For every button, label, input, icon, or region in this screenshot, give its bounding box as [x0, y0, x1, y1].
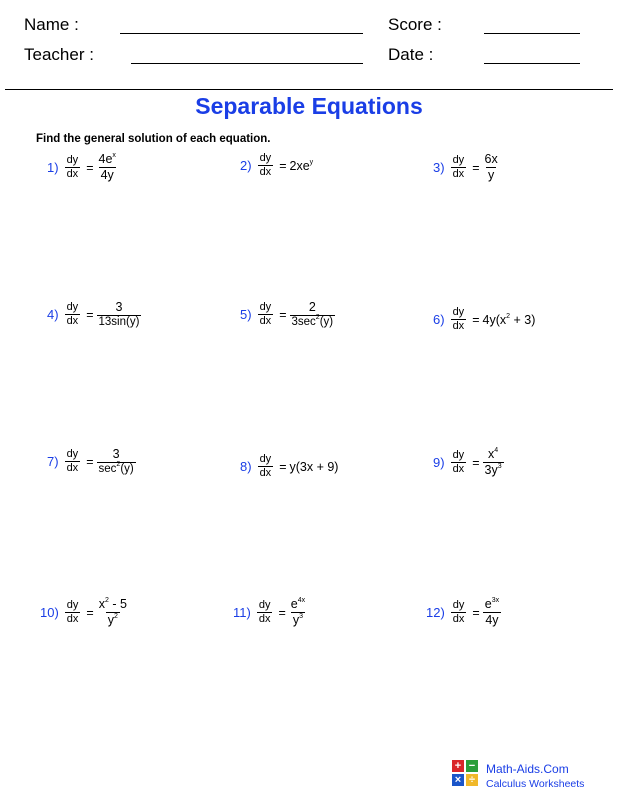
derivative: $\frac{dy}{dx}$ [259, 301, 272, 328]
minus-icon: − [466, 760, 478, 772]
date-label: Date : [388, 45, 434, 64]
problem-10: 10) $\frac{dy}{dx}$ = $\frac{x^2 - 5}{y^2}$ [40, 597, 127, 627]
problem-11: 11) $\frac{dy}{dx}$ = $\frac{e^{4x}}{y^3}$ [233, 597, 306, 627]
derivative: $\frac{dy}{dx}$ [258, 598, 271, 625]
brand-subtitle: Calculus Worksheets [486, 778, 585, 790]
rhs: $\frac{x^4}{3y^3}$ [484, 447, 502, 477]
rhs: $\frac{4e^x}{4y}$ [98, 152, 116, 182]
derivative: $\frac{dy}{dx}$ [452, 153, 465, 180]
times-icon: × [452, 774, 464, 786]
teacher-label: Teacher : [24, 45, 94, 64]
rhs: $\frac{e^{4x}}{y^3}$ [290, 597, 306, 627]
derivative: $\frac{dy}{dx}$ [66, 153, 79, 180]
divide-icon: ÷ [466, 774, 478, 786]
rhs: y(3x + 9) [289, 459, 339, 474]
problem-5: 5) $\frac{dy}{dx}$ = $\frac{2}{3\sec^2(y)}$ [240, 300, 334, 328]
problem-number: 1) [47, 160, 59, 175]
rhs: $\frac{6x}{y}$ [484, 152, 498, 182]
problem-number: 9) [433, 455, 445, 470]
rhs: $\frac{e^{3x}}{4y}$ [484, 597, 500, 627]
problem-number: 12) [426, 605, 445, 620]
rhs: $\frac{3}{\sec^2(y)}$ [98, 447, 134, 475]
date-field[interactable] [484, 63, 580, 64]
name-label: Name : [24, 15, 79, 34]
rhs: $\frac{3}{13\sin(y)}$ [98, 300, 140, 328]
problem-8: 8) $\frac{dy}{dx}$ = y(3x + 9) [240, 453, 339, 480]
problem-3: 3) $\frac{dy}{dx}$ = $\frac{6x}{y}$ [433, 152, 498, 182]
derivative: $\frac{dy}{dx}$ [259, 453, 272, 480]
header-divider [5, 89, 613, 90]
derivative: $\frac{dy}{dx}$ [66, 448, 79, 475]
rhs: $4y(x^2 + 3)$ [482, 312, 536, 327]
derivative: $\frac{dy}{dx}$ [66, 598, 79, 625]
problem-7: 7) $\frac{dy}{dx}$ = $\frac{3}{\sec^2(y)}$ [47, 447, 134, 475]
problem-number: 4) [47, 307, 59, 323]
problem-number: 6) [433, 312, 445, 328]
derivative: $\frac{dy}{dx}$ [452, 598, 465, 625]
problem-number: 7) [47, 454, 59, 470]
derivative: $\frac{dy}{dx}$ [66, 301, 79, 328]
brand-name: Math-Aids.Com [486, 762, 569, 776]
instructions: Find the general solution of each equation. [36, 133, 271, 145]
teacher-field[interactable] [131, 63, 363, 64]
name-field[interactable] [120, 33, 363, 34]
derivative: $\frac{dy}{dx}$ [259, 152, 272, 179]
problem-12: 12) $\frac{dy}{dx}$ = $\frac{e^{3x}}{4y}$ [426, 597, 500, 627]
problem-number: 10) [40, 605, 59, 620]
derivative: $\frac{dy}{dx}$ [452, 306, 465, 333]
rhs: $2xe^y$ [289, 158, 314, 173]
plus-icon: + [452, 760, 464, 772]
problem-number: 3) [433, 160, 445, 175]
problem-number: 5) [240, 307, 252, 323]
math-aids-logo [452, 760, 480, 788]
derivative: $\frac{dy}{dx}$ [452, 448, 465, 475]
problem-9: 9) $\frac{dy}{dx}$ = $\frac{x^4}{3y^3}$ [433, 447, 502, 477]
problem-4: 4) $\frac{dy}{dx}$ = $\frac{3}{13\sin(y)}$ [47, 300, 140, 328]
score-field[interactable] [484, 33, 580, 34]
page-title: Separable Equations [195, 93, 423, 119]
rhs: $\frac{x^2 - 5}{y^2}$ [98, 597, 127, 627]
problem-number: 11) [233, 605, 251, 620]
problem-2: 2) $\frac{dy}{dx}$ = $2xe^y$ [240, 152, 314, 179]
problem-number: 2) [240, 158, 252, 174]
problem-number: 8) [240, 459, 252, 475]
problem-6: 6) $\frac{dy}{dx}$ = $4y(x^2 + 3)$ [433, 306, 536, 333]
score-label: Score : [388, 15, 442, 34]
problem-1: 1) $\frac{dy}{dx}$ = $\frac{4e^x}{4y}$ [47, 152, 116, 182]
rhs: $\frac{2}{3\sec^2(y)}$ [291, 300, 334, 328]
